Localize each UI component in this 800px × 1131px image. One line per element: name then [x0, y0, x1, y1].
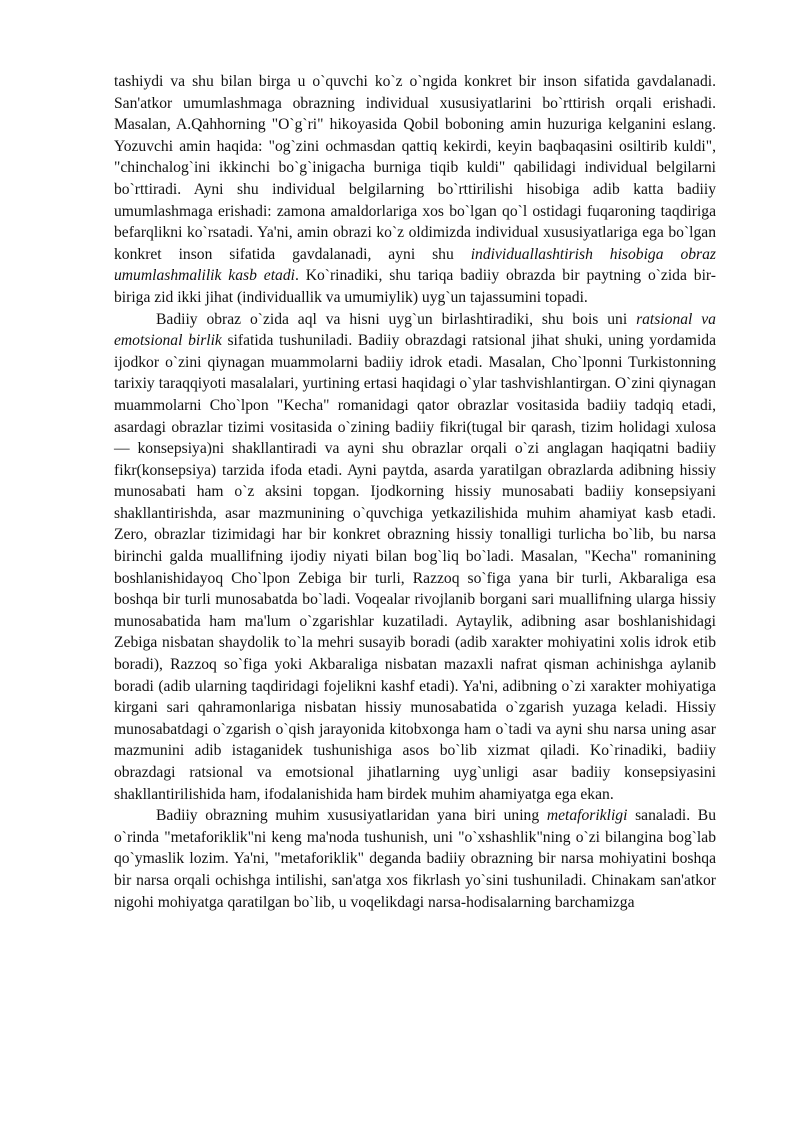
paragraph-1 — [114, 71, 716, 309]
paragraph-3 — [114, 805, 716, 913]
paragraph-2-text: Badiiy obraz o`zida aql va hisni uyg`un birlashtiradiki, shu bois uni — [156, 310, 637, 328]
paragraph-1-text-end: . Ko`rinadiki, shu tariqa badiiy obrazda bir paytning o`zida bir-biriga zid ikki jihat (individuallik va umumiylik) uyg`un tajassumini topadi. — [114, 267, 716, 306]
paragraph-2-italic-phrase: ratsional va emotsional birlik — [114, 310, 716, 350]
paragraph-2-text-end: sifatida tushuniladi. Badiiy obrazdagi ratsional jihat shuki, uning yordamida ijodkor o`zini qiynagan muammolarni badiiy idrok etadi. Masalan, Cho`lponni Turkistonning tarixiy taraqqiyoti masalalari, yurtining ertasi haqidagi o`ylar tashvishlantirgan. O`zini qiynagan muammolarni Cho`lpon "Kecha" romanidagi qator obrazlar vositasida badiiy tadqiq etadi, asardagi obrazlar tizimi vositasida o`zining badiiy fikri(tugal bir qarash, tizim holidagi xulosa — konsepsiya)ni shakllantiradi va ayni shu obrazlar orqali o`zi anglagan haqiqatni badiiy fikr(konsepsiya) tarzida ifoda etadi. Ayni paytda, asarda yaratilgan obrazlarda adibning hissiy munosabati ham o`z aksini topgan. Ijodkorning hissiy munosabati badiiy konsepsiyani shakllantirishda, asar mazmunining o`quvchiga yetkazilishida muhim ahamiyat kasb etadi. Zero, obrazlar tizimidagi har bir konkret obrazning hissiy tonalligi turlicha bo`lib, bu narsa birinchi galda muallifning ijodiy niyati bilan bog`liq bo`ladi. Masalan, "Kecha" romanining boshlanishidayoq Cho`lpon Zebiga bir turli, Razzoq so`figa yana bir turli, Akbaraliga esa boshqa bir turli munosabatda bo`ladi. Voqealar rivojlanib borgani sari muallifning ularga hissiy munosabatida ham ma'lum o`zgarishlar kuzatiladi. Aytaylik, adibning asar boshlanishidagi Zebiga nisbatan shaydolik to`la mehri susayib boradi (adib xarakter mohiyatini xolis idrok etib boradi), Razzoq so`figa yoki Akbaraliga nisbatan mazaxli nafrat qisman achinishga aylanib boradi (adib ularning taqdiridagi fojelikni kashf etadi). Ya'ni, adibning o`zi xarakter mohiyatiga kirgani sari qahramonlariga nisbatan hissiy munosabatida o`zgarish yuzaga keladi. Hissiy munosabatdagi o`zgarish o`qish jarayonida kitobxonga ham o`tadi va ayni shu narsa uning asar mazmunini adib istaganidek tushunishiga asos bo`lib xizmat qiladi. Ko`rinadiki, badiiy obrazdagi ratsional va emotsional jihatlarning uyg`unligi asar badiiy konsepsiyasini shakllantirilishida ham, ifodalanishida ham birdek muhim ahamiyatga ega ekan. — [114, 332, 716, 803]
paragraph-1-italic-phrase: individuallashtirish hisobiga obraz umumlashmalilik kasb etadi — [114, 245, 716, 285]
paragraph-1-text: tashiydi va shu bilan birga u o`quvchi ko`z o`ngida konkret bir inson sifatida gavdalanadi. San'atkor umumlashmaga obrazning individual xususiyatlarini bo`rttirish orqali erishadi. Masalan, A.Qahhorning "O`g`ri" hikoyasida Qobil boboning amin huzuriga kelganini eslang. Yozuvchi amin haqida: "og`zini ochmasdan qattiq kekirdi, keyin baqbaqasini osiltirib kuldi", "chinchalog`ini ikkinchi bo`g`inigacha burniga tiqib kuldi" qabilidagi individual belgilarni bo`rttiradi. Ayni shu individual belgilarning bo`rttirilishi hisobiga adib katta badiiy umumlashmaga erishadi: zamona amaldorlariga xos bo`lgan qo`l ostidagi fuqaroning taqdiriga befarqlikni ko`rsatadi. Ya'ni, amin obrazi ko`z oldimizda individual xususiyatlariga ega bo`lgan konkret inson sifatida gavdalanadi, ayni shu — [114, 73, 716, 263]
paragraph-3-text-end: sanaladi. Bu o`rinda "metaforiklik"ni keng ma'noda tushunish, uni "o`xshashlik"ning o`zi bilangina bog`lab qo`ymaslik lozim. Ya'ni, "metaforiklik" deganda badiiy obrazning bir narsa mohiyatini boshqa bir narsa orqali ochishga intilishi, san'atga xos fikrlash yo`sini tushuniladi. Chinakam san'atkor nigohi mohiyatga qaratilgan bo`lib, u voqelikdagi narsa-hodisalarning barchamizga — [114, 807, 716, 911]
paragraph-3-italic-term: metaforikligi — [546, 807, 628, 825]
paragraph-2 — [114, 309, 716, 806]
paragraph-3-text: Badiiy obrazning muhim xususiyatlaridan yana biri uning — [156, 807, 547, 825]
